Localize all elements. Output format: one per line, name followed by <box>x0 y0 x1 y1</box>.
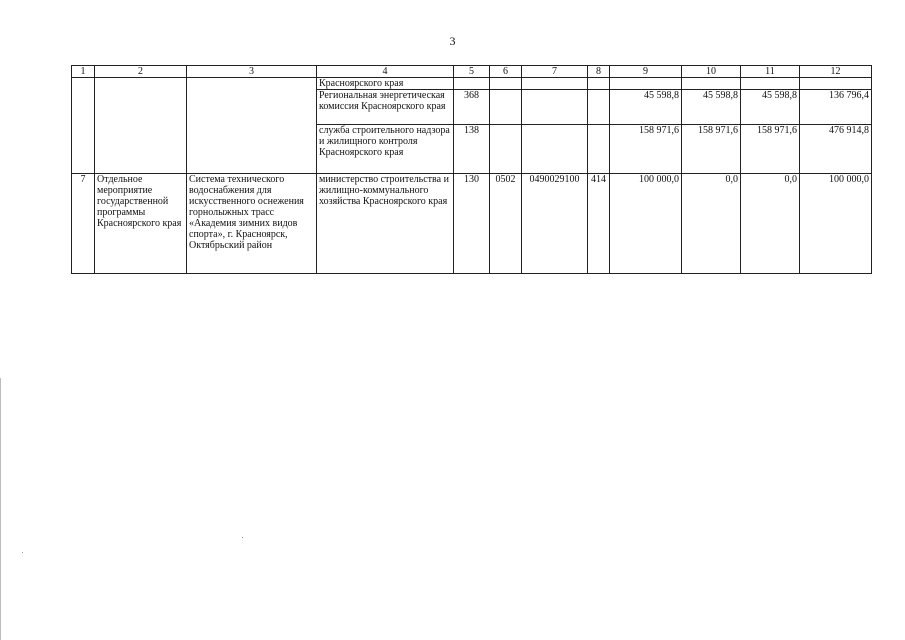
cell-grbs: 130 <box>454 174 490 274</box>
cell-rzpr: 0502 <box>490 174 522 274</box>
cell-grbs <box>454 78 490 90</box>
cell-year-1: 158 971,6 <box>610 125 682 174</box>
cell-rzpr <box>490 78 522 90</box>
cell-year-3: 45 598,8 <box>741 90 800 125</box>
cell-year-2: 45 598,8 <box>682 90 741 125</box>
cell-total: 136 796,4 <box>800 90 872 125</box>
page-number: 3 <box>449 34 456 48</box>
header-cell: 1 <box>72 66 95 78</box>
cell-total <box>800 78 872 90</box>
cell-administrator: Красноярского края <box>317 78 454 90</box>
header-cell: 4 <box>317 66 454 78</box>
header-cell: 2 <box>95 66 187 78</box>
cell-event: Отдельное мероприятие государственной программы Красноярского края <box>95 174 187 274</box>
cell-total: 100 000,0 <box>800 174 872 274</box>
header-cell: 3 <box>187 66 317 78</box>
header-cell: 10 <box>682 66 741 78</box>
cell-total: 476 914,8 <box>800 125 872 174</box>
scan-speck <box>22 552 23 553</box>
cell-year-3: 0,0 <box>741 174 800 274</box>
cell-year-2 <box>682 78 741 90</box>
cell-csr <box>522 78 588 90</box>
header-cell: 9 <box>610 66 682 78</box>
cell-rzpr <box>490 90 522 125</box>
cell-administrator: служба строительного надзора и жилищного контроля Красноярского края <box>317 125 454 174</box>
table-header-row <box>72 66 872 78</box>
budget-table <box>71 65 872 274</box>
cell-grbs: 368 <box>454 90 490 125</box>
cell-object-blank <box>187 78 317 174</box>
scan-speck <box>242 537 243 538</box>
cell-vr <box>588 78 610 90</box>
cell-number-blank <box>72 78 95 174</box>
cell-vr <box>588 90 610 125</box>
cell-vr: 414 <box>588 174 610 274</box>
cell-year-1: 45 598,8 <box>610 90 682 125</box>
cell-object: Система технического водоснабжения для искусственного оснежения горнолыжных трасс «Академия зимних видов спорта», г. Красноярск, Октябрьский район <box>187 174 317 274</box>
cell-csr <box>522 90 588 125</box>
cell-csr: 0490029100 <box>522 174 588 274</box>
header-cell: 5 <box>454 66 490 78</box>
cell-year-1: 100 000,0 <box>610 174 682 274</box>
table-row <box>72 78 872 90</box>
header-cell: 8 <box>588 66 610 78</box>
cell-vr <box>588 125 610 174</box>
cell-year-2: 158 971,6 <box>682 125 741 174</box>
cell-year-1 <box>610 78 682 90</box>
cell-year-3 <box>741 78 800 90</box>
cell-event-blank <box>95 78 187 174</box>
cell-rzpr <box>490 125 522 174</box>
scan-edge-line <box>0 378 1 640</box>
header-cell: 12 <box>800 66 872 78</box>
cell-administrator: министерство строительства и жилищно-коммунального хозяйства Красноярского края <box>317 174 454 274</box>
header-cell: 6 <box>490 66 522 78</box>
table-row <box>72 174 872 274</box>
header-cell: 7 <box>522 66 588 78</box>
cell-administrator: Региональная энергетическая комиссия Красноярского края <box>317 90 454 125</box>
cell-year-2: 0,0 <box>682 174 741 274</box>
cell-year-3: 158 971,6 <box>741 125 800 174</box>
header-cell: 11 <box>741 66 800 78</box>
cell-csr <box>522 125 588 174</box>
cell-grbs: 138 <box>454 125 490 174</box>
cell-number: 7 <box>72 174 95 274</box>
